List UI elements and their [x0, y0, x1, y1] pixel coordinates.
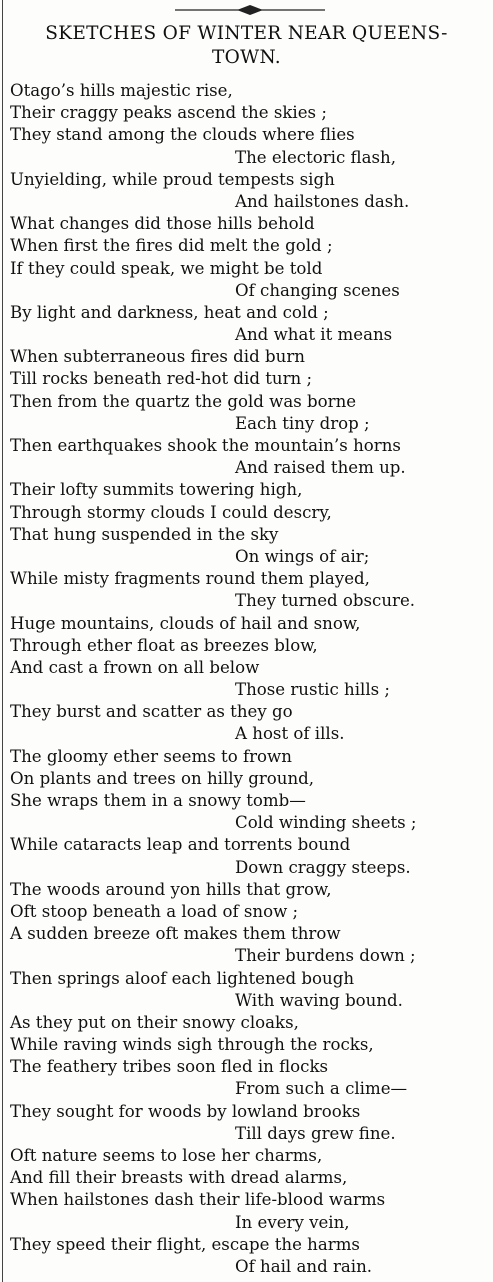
poem-line: They speed their flight, escape the harms [10, 1234, 360, 1254]
poem-line: The electoric flash, [235, 147, 396, 167]
poem-line: Till rocks beneath red-hot did turn ; [10, 369, 313, 389]
poem-line: Their craggy peaks ascend the skies ; [10, 103, 327, 123]
poem-line: She wraps them in a snowy tomb— [10, 791, 306, 810]
poem-line: And fill their breasts with dread alarms, [10, 1168, 348, 1188]
poem-line: As they put on their snowy cloaks, [10, 1012, 299, 1032]
poem-line: By light and darkness, heat and cold ; [10, 302, 329, 322]
poem-line: Each tiny drop ; [235, 413, 370, 433]
poem-line: And hailstones dash. [235, 191, 410, 211]
poem-line: Then earthquakes shook the mountain’s horns [10, 436, 401, 455]
poem-line: Down craggy steeps. [235, 857, 411, 877]
poem-line: Those rustic hills ; [235, 680, 391, 700]
poem-line: Then springs aloof each lightened bough [10, 968, 355, 988]
poem-line: While cataracts leap and torrents bound [10, 835, 351, 855]
poem-line: And what it means [235, 325, 393, 345]
poem-line: Oft nature seems to lose her charms, [10, 1146, 323, 1165]
poem-line: When hailstones dash their life-blood warms [10, 1190, 386, 1210]
poem-line: Their burdens down ; [235, 946, 416, 966]
poem-line: Of hail and rain. [235, 1256, 373, 1276]
poem-line: That hung suspended in the sky [10, 524, 279, 544]
poem-line: Then from the quartz the gold was borne [10, 391, 357, 411]
poem-line: On plants and trees on hilly ground, [10, 768, 315, 788]
poem-line: On wings of air; [235, 546, 370, 566]
poem-line: Cold winding sheets ; [235, 813, 417, 833]
poem-line: While raving winds sigh through the rocks, [10, 1035, 374, 1055]
poem-line: Unyielding, while proud tempests sigh [10, 169, 335, 189]
poem-line: They burst and scatter as they go [10, 702, 293, 722]
poem-line: From such a clime— [235, 1079, 408, 1099]
poem-line: The feathery tribes soon fled in flocks [10, 1057, 329, 1077]
poem-line: Till days grew fine. [235, 1123, 396, 1143]
poem-line: Of changing scenes [235, 280, 400, 300]
poem-line: They stand among the clouds where flies [10, 125, 355, 145]
poem-line: When first the fires did melt the gold ; [10, 236, 333, 256]
poem-line: The woods around yon hills that grow, [10, 879, 332, 899]
poem-line: And raised them up. [235, 458, 406, 478]
poem-line: A sudden breeze oft makes them throw [10, 924, 341, 944]
poem-line: Oft stoop beneath a load of snow ; [10, 901, 299, 921]
poem-line: In every vein, [235, 1212, 350, 1232]
poem-line: The gloomy ether seems to frown [10, 746, 292, 766]
column-rule [2, 0, 3, 1282]
poem-line: While misty fragments round them played, [10, 569, 370, 589]
poem-line: They sought for woods by lowland brooks [10, 1101, 361, 1121]
poem-line: If they could speak, we might be told [10, 258, 323, 278]
poem-line: Huge mountains, clouds of hail and snow, [10, 613, 361, 633]
poem-line: Their lofty summits towering high, [10, 480, 303, 500]
poem-body [10, 80, 490, 1278]
poem-title [0, 22, 493, 70]
poem-line: Through stormy clouds I could descry, [10, 502, 332, 522]
poem-line: Otago’s hills majestic rise, [10, 81, 233, 100]
ornament-rule [175, 4, 325, 16]
poem-title-line-2: TOWN. [212, 47, 281, 68]
poem-line: A host of ills. [235, 724, 345, 744]
poem-line: With waving bound. [235, 990, 403, 1010]
poem-line: Through ether float as breezes blow, [10, 635, 318, 655]
poem-line: They turned obscure. [235, 591, 416, 611]
poem-line: What changes did those hills behold [10, 214, 315, 234]
poem-title-line-1: SKETCHES OF WINTER NEAR QUEENS- [45, 23, 448, 44]
poem-line: When subterraneous fires did burn [10, 347, 305, 367]
poem-line: And cast a frown on all below [10, 657, 260, 677]
